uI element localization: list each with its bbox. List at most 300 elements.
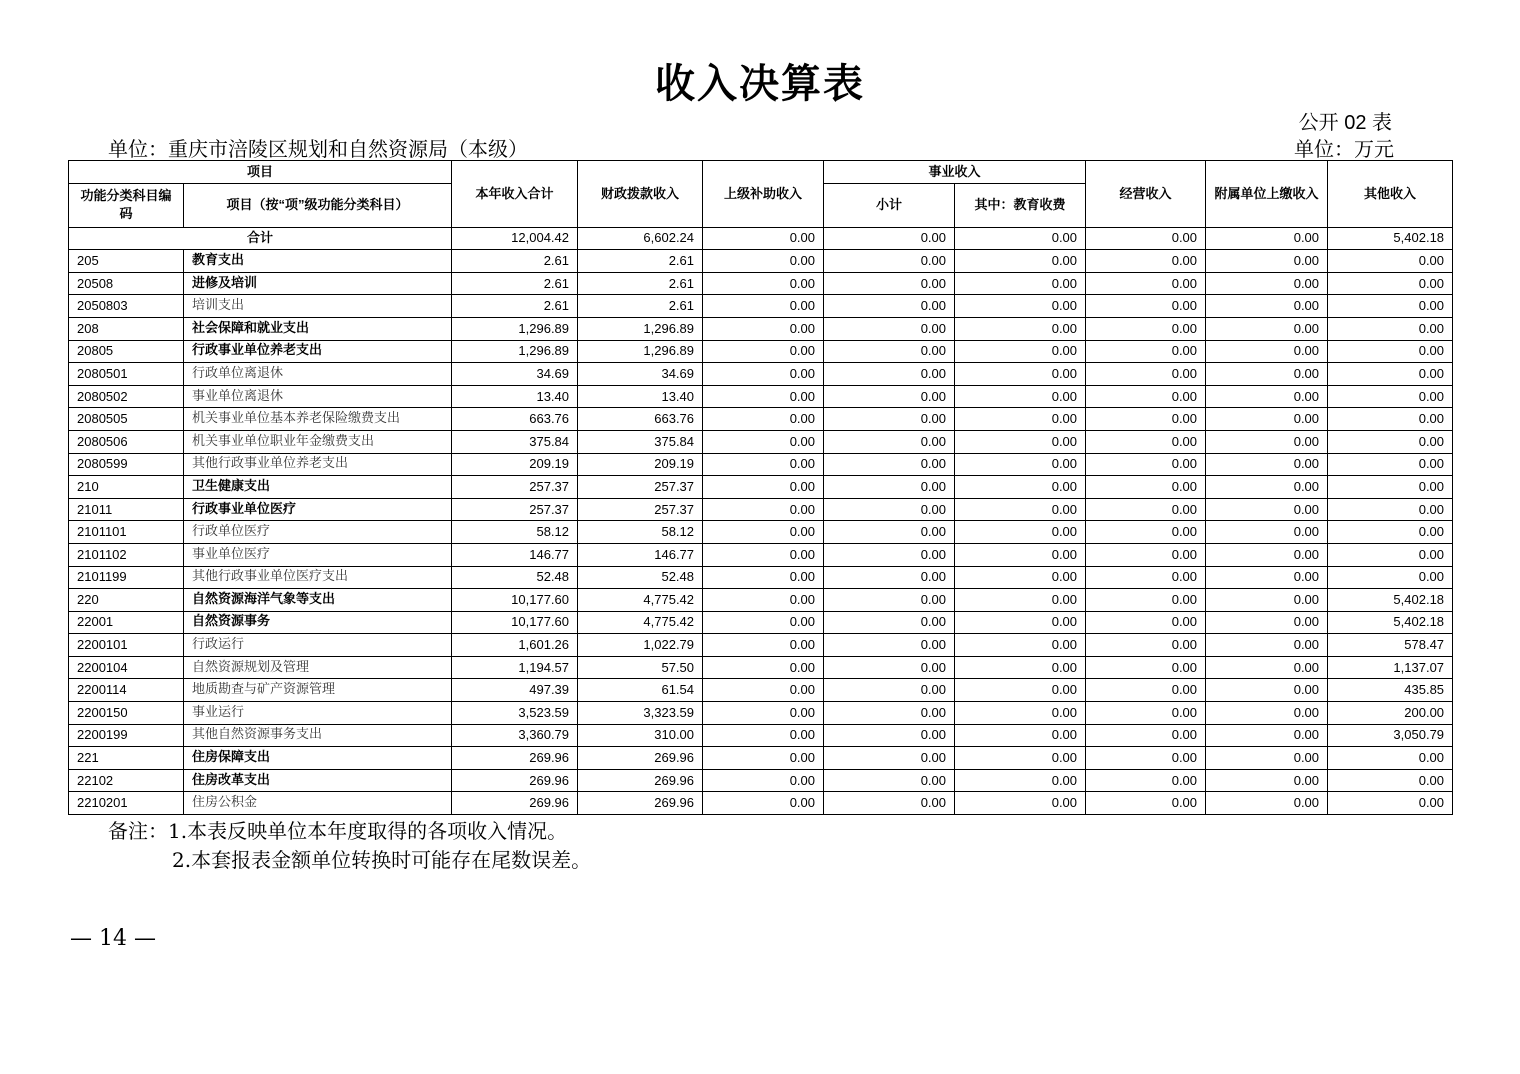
row-value: 269.96 (578, 747, 703, 770)
row-value: 0.00 (703, 498, 824, 521)
table-row (69, 453, 1453, 476)
row-value: 0.00 (955, 769, 1086, 792)
row-value: 0.00 (1206, 769, 1328, 792)
row-code: 2080506 (69, 430, 184, 453)
row-value: 0.00 (1206, 656, 1328, 679)
row-value: 0.00 (824, 589, 955, 612)
total-cell: 12,004.42 (452, 227, 578, 250)
row-value: 0.00 (955, 430, 1086, 453)
row-value: 0.00 (703, 453, 824, 476)
row-value: 0.00 (703, 272, 824, 295)
row-value: 1,601.26 (452, 634, 578, 657)
row-name: 住房保障支出 (184, 747, 452, 770)
row-value: 0.00 (955, 521, 1086, 544)
row-name: 行政事业单位医疗 (184, 498, 452, 521)
row-value: 375.84 (452, 430, 578, 453)
row-code: 208 (69, 317, 184, 340)
table-row (69, 792, 1453, 815)
row-value: 146.77 (578, 543, 703, 566)
row-value: 0.00 (1328, 272, 1453, 295)
row-value: 0.00 (1206, 724, 1328, 747)
row-value: 52.48 (578, 566, 703, 589)
row-value: 0.00 (1086, 634, 1206, 657)
row-value: 0.00 (1086, 702, 1206, 725)
row-value: 0.00 (824, 453, 955, 476)
header-code: 功能分类科目编码 (69, 183, 184, 227)
row-value: 0.00 (1086, 363, 1206, 386)
row-name: 培训支出 (184, 295, 452, 318)
row-value: 0.00 (1086, 476, 1206, 499)
row-name: 住房改革支出 (184, 769, 452, 792)
row-value: 0.00 (1086, 566, 1206, 589)
row-value: 0.00 (1328, 543, 1453, 566)
row-value: 0.00 (824, 702, 955, 725)
row-value: 0.00 (955, 656, 1086, 679)
total-cell: 0.00 (703, 227, 824, 250)
row-value: 0.00 (703, 702, 824, 725)
total-label: 合计 (69, 227, 452, 250)
row-value: 0.00 (703, 792, 824, 815)
row-value: 0.00 (824, 385, 955, 408)
row-value: 0.00 (1328, 498, 1453, 521)
table-row (69, 611, 1453, 634)
row-value: 0.00 (1328, 340, 1453, 363)
row-value: 0.00 (703, 634, 824, 657)
row-value: 269.96 (452, 769, 578, 792)
row-value: 0.00 (824, 272, 955, 295)
row-value: 57.50 (578, 656, 703, 679)
row-value: 0.00 (1328, 250, 1453, 273)
row-value: 0.00 (1328, 430, 1453, 453)
row-code: 2200150 (69, 702, 184, 725)
row-value: 52.48 (452, 566, 578, 589)
row-name: 自然资源海洋气象等支出 (184, 589, 452, 612)
row-value: 0.00 (703, 340, 824, 363)
row-value: 3,523.59 (452, 702, 578, 725)
row-value: 0.00 (1328, 747, 1453, 770)
row-value: 257.37 (452, 476, 578, 499)
row-value: 0.00 (1328, 453, 1453, 476)
row-value: 269.96 (452, 792, 578, 815)
form-number: 公开 02 表 (1298, 112, 1392, 134)
row-value: 0.00 (1086, 792, 1206, 815)
header-subtotal: 小计 (824, 183, 955, 227)
row-value: 0.00 (1328, 317, 1453, 340)
row-value: 0.00 (703, 566, 824, 589)
table-row (69, 272, 1453, 295)
row-value: 0.00 (1086, 317, 1206, 340)
total-cell: 0.00 (1206, 227, 1328, 250)
row-value: 4,775.42 (578, 611, 703, 634)
notes (108, 817, 591, 875)
row-value: 0.00 (703, 543, 824, 566)
row-value: 269.96 (578, 792, 703, 815)
row-value: 0.00 (955, 611, 1086, 634)
row-value: 0.00 (703, 611, 824, 634)
header-education: 其中：教育收费 (955, 183, 1086, 227)
row-value: 257.37 (578, 476, 703, 499)
row-value: 209.19 (452, 453, 578, 476)
row-value: 0.00 (955, 747, 1086, 770)
row-code: 220 (69, 589, 184, 612)
row-value: 0.00 (1206, 408, 1328, 431)
row-value: 0.00 (703, 250, 824, 273)
row-value: 0.00 (703, 679, 824, 702)
row-value: 257.37 (452, 498, 578, 521)
row-value: 0.00 (1206, 498, 1328, 521)
row-value: 0.00 (824, 521, 955, 544)
row-name: 其他自然资源事务支出 (184, 724, 452, 747)
row-value: 0.00 (1206, 702, 1328, 725)
total-cell: 6,602.24 (578, 227, 703, 250)
row-value: 0.00 (1086, 611, 1206, 634)
row-value: 0.00 (1086, 679, 1206, 702)
row-value: 0.00 (1206, 385, 1328, 408)
table-row (69, 250, 1453, 273)
row-value: 0.00 (824, 543, 955, 566)
row-value: 0.00 (955, 340, 1086, 363)
row-value: 0.00 (1206, 272, 1328, 295)
row-name: 事业运行 (184, 702, 452, 725)
row-value: 0.00 (955, 679, 1086, 702)
row-code: 2080502 (69, 385, 184, 408)
row-name: 卫生健康支出 (184, 476, 452, 499)
row-value: 0.00 (1086, 272, 1206, 295)
row-name: 自然资源事务 (184, 611, 452, 634)
row-value: 146.77 (452, 543, 578, 566)
row-value: 0.00 (1086, 543, 1206, 566)
row-value: 0.00 (1328, 295, 1453, 318)
row-value: 0.00 (1328, 363, 1453, 386)
row-name: 进修及培训 (184, 272, 452, 295)
row-value: 0.00 (1206, 634, 1328, 657)
row-name: 事业单位医疗 (184, 543, 452, 566)
row-value: 257.37 (578, 498, 703, 521)
row-value: 0.00 (703, 521, 824, 544)
row-value: 0.00 (824, 408, 955, 431)
page-number: — 14 — (70, 926, 156, 951)
table-row (69, 408, 1453, 431)
currency-unit: 单位：万元 (1294, 137, 1394, 161)
row-value: 0.00 (955, 724, 1086, 747)
header-business: 事业收入 (824, 161, 1086, 184)
row-name: 机关事业单位基本养老保险缴费支出 (184, 408, 452, 431)
header-fiscal: 财政拨款收入 (578, 161, 703, 228)
row-name: 住房公积金 (184, 792, 452, 815)
table-row (69, 702, 1453, 725)
row-value: 0.00 (955, 317, 1086, 340)
note-line: 备注：1.本表反映单位本年度取得的各项收入情况。 (108, 819, 568, 843)
row-value: 0.00 (955, 385, 1086, 408)
row-value: 0.00 (955, 589, 1086, 612)
row-value: 0.00 (1206, 430, 1328, 453)
row-value: 0.00 (824, 679, 955, 702)
total-cell: 0.00 (955, 227, 1086, 250)
table-row (69, 430, 1453, 453)
row-value: 0.00 (1328, 521, 1453, 544)
table-row (69, 385, 1453, 408)
row-value: 0.00 (955, 543, 1086, 566)
row-code: 22102 (69, 769, 184, 792)
row-code: 205 (69, 250, 184, 273)
row-value: 0.00 (955, 498, 1086, 521)
row-value: 0.00 (824, 792, 955, 815)
row-name: 其他行政事业单位养老支出 (184, 453, 452, 476)
row-value: 0.00 (824, 295, 955, 318)
row-value: 13.40 (578, 385, 703, 408)
row-value: 0.00 (1328, 769, 1453, 792)
row-value: 0.00 (703, 476, 824, 499)
row-name: 教育支出 (184, 250, 452, 273)
row-name: 行政单位医疗 (184, 521, 452, 544)
row-value: 58.12 (452, 521, 578, 544)
row-code: 2080505 (69, 408, 184, 431)
row-value: 0.00 (1206, 679, 1328, 702)
row-value: 663.76 (578, 408, 703, 431)
row-value: 61.54 (578, 679, 703, 702)
note-line: 2.本套报表金额单位转换时可能存在尾数误差。 (172, 848, 592, 872)
row-name: 其他行政事业单位医疗支出 (184, 566, 452, 589)
table-row (69, 340, 1453, 363)
row-code: 22001 (69, 611, 184, 634)
report-title: 收入决算表 (655, 60, 865, 107)
row-value: 2.61 (578, 250, 703, 273)
row-code: 210 (69, 476, 184, 499)
row-value: 0.00 (703, 363, 824, 386)
income-table (68, 160, 1453, 815)
row-value: 0.00 (1086, 295, 1206, 318)
row-value: 0.00 (1086, 340, 1206, 363)
row-value: 578.47 (1328, 634, 1453, 657)
row-value: 0.00 (1328, 566, 1453, 589)
table-row (69, 295, 1453, 318)
header-item: 项目 (69, 161, 452, 184)
total-cell: 5,402.18 (1328, 227, 1453, 250)
row-code: 221 (69, 747, 184, 770)
row-code: 21011 (69, 498, 184, 521)
row-value: 1,137.07 (1328, 656, 1453, 679)
row-value: 10,177.60 (452, 589, 578, 612)
row-code: 2200114 (69, 679, 184, 702)
row-value: 1,296.89 (578, 340, 703, 363)
row-value: 0.00 (824, 747, 955, 770)
table-row (69, 724, 1453, 747)
row-value: 269.96 (452, 747, 578, 770)
row-code: 2200101 (69, 634, 184, 657)
row-value: 0.00 (824, 611, 955, 634)
row-value: 13.40 (452, 385, 578, 408)
row-value: 209.19 (578, 453, 703, 476)
row-value: 2.61 (578, 295, 703, 318)
row-value: 0.00 (955, 476, 1086, 499)
total-row (69, 227, 1453, 250)
row-value: 0.00 (824, 340, 955, 363)
row-value: 0.00 (1086, 430, 1206, 453)
row-value: 0.00 (703, 385, 824, 408)
table-row (69, 634, 1453, 657)
row-code: 2101101 (69, 521, 184, 544)
row-value: 0.00 (824, 498, 955, 521)
header-operating: 经营收入 (1086, 161, 1206, 228)
row-value: 5,402.18 (1328, 611, 1453, 634)
row-code: 2200104 (69, 656, 184, 679)
row-value: 0.00 (955, 566, 1086, 589)
row-value: 0.00 (703, 430, 824, 453)
row-value: 58.12 (578, 521, 703, 544)
row-value: 0.00 (824, 430, 955, 453)
row-value: 0.00 (703, 724, 824, 747)
row-value: 0.00 (1328, 385, 1453, 408)
row-value: 1,296.89 (452, 340, 578, 363)
row-value: 1,194.57 (452, 656, 578, 679)
row-value: 0.00 (955, 363, 1086, 386)
row-value: 0.00 (1206, 250, 1328, 273)
row-value: 375.84 (578, 430, 703, 453)
row-value: 0.00 (1086, 498, 1206, 521)
row-value: 0.00 (1086, 656, 1206, 679)
row-value: 0.00 (1206, 340, 1328, 363)
row-value: 34.69 (452, 363, 578, 386)
row-value: 0.00 (1086, 589, 1206, 612)
row-value: 0.00 (955, 702, 1086, 725)
row-value: 0.00 (824, 656, 955, 679)
row-value: 5,402.18 (1328, 589, 1453, 612)
row-value: 200.00 (1328, 702, 1453, 725)
header-affiliated: 附属单位上缴收入 (1206, 161, 1328, 228)
row-code: 20805 (69, 340, 184, 363)
row-value: 0.00 (703, 317, 824, 340)
row-value: 0.00 (703, 747, 824, 770)
row-value: 3,050.79 (1328, 724, 1453, 747)
row-code: 2101102 (69, 543, 184, 566)
row-value: 0.00 (1206, 566, 1328, 589)
row-value: 0.00 (1086, 385, 1206, 408)
row-value: 0.00 (1206, 792, 1328, 815)
row-value: 0.00 (1086, 747, 1206, 770)
row-value: 0.00 (955, 408, 1086, 431)
row-value: 0.00 (703, 656, 824, 679)
row-code: 20508 (69, 272, 184, 295)
row-value: 0.00 (703, 295, 824, 318)
table-row (69, 498, 1453, 521)
row-value: 1,296.89 (578, 317, 703, 340)
total-cell: 0.00 (1086, 227, 1206, 250)
row-value: 2.61 (452, 272, 578, 295)
row-value: 0.00 (1206, 543, 1328, 566)
row-code: 2210201 (69, 792, 184, 815)
table-row (69, 317, 1453, 340)
row-value: 497.39 (452, 679, 578, 702)
row-value: 0.00 (1206, 317, 1328, 340)
row-value: 0.00 (1328, 476, 1453, 499)
table-row (69, 521, 1453, 544)
row-value: 4,775.42 (578, 589, 703, 612)
row-value: 0.00 (824, 769, 955, 792)
row-value: 0.00 (955, 792, 1086, 815)
header-name: 项目（按“项”级功能分类科目） (184, 183, 452, 227)
row-value: 0.00 (1206, 611, 1328, 634)
row-value: 0.00 (1206, 476, 1328, 499)
row-value: 0.00 (1086, 408, 1206, 431)
total-cell: 0.00 (824, 227, 955, 250)
table-row (69, 656, 1453, 679)
row-code: 2200199 (69, 724, 184, 747)
table-row (69, 679, 1453, 702)
row-name: 机关事业单位职业年金缴费支出 (184, 430, 452, 453)
row-value: 269.96 (578, 769, 703, 792)
row-value: 0.00 (1206, 747, 1328, 770)
row-value: 0.00 (1086, 250, 1206, 273)
row-code: 2050803 (69, 295, 184, 318)
row-value: 3,360.79 (452, 724, 578, 747)
row-value: 0.00 (955, 250, 1086, 273)
row-value: 0.00 (824, 566, 955, 589)
row-value: 0.00 (1206, 363, 1328, 386)
row-value: 3,323.59 (578, 702, 703, 725)
table-row (69, 363, 1453, 386)
row-value: 0.00 (1206, 453, 1328, 476)
row-value: 0.00 (1206, 295, 1328, 318)
row-value: 0.00 (824, 317, 955, 340)
header-other: 其他收入 (1328, 161, 1453, 228)
row-value: 0.00 (955, 272, 1086, 295)
header-total-income: 本年收入合计 (452, 161, 578, 228)
row-value: 0.00 (955, 634, 1086, 657)
table-row (69, 747, 1453, 770)
row-value: 0.00 (703, 769, 824, 792)
row-code: 2080599 (69, 453, 184, 476)
reporting-unit: 单位：重庆市涪陵区规划和自然资源局（本级） (108, 137, 528, 161)
table-row (69, 476, 1453, 499)
row-name: 事业单位离退休 (184, 385, 452, 408)
row-value: 0.00 (824, 724, 955, 747)
row-value: 310.00 (578, 724, 703, 747)
row-value: 0.00 (1328, 408, 1453, 431)
row-value: 0.00 (703, 408, 824, 431)
row-value: 0.00 (1086, 453, 1206, 476)
row-value: 0.00 (1086, 769, 1206, 792)
row-value: 0.00 (1328, 792, 1453, 815)
row-value: 0.00 (1206, 521, 1328, 544)
row-value: 2.61 (452, 295, 578, 318)
row-value: 1,022.79 (578, 634, 703, 657)
row-name: 自然资源规划及管理 (184, 656, 452, 679)
row-value: 0.00 (1086, 724, 1206, 747)
row-name: 社会保障和就业支出 (184, 317, 452, 340)
row-value: 0.00 (824, 250, 955, 273)
row-value: 435.85 (1328, 679, 1453, 702)
row-value: 34.69 (578, 363, 703, 386)
row-code: 2101199 (69, 566, 184, 589)
row-value: 0.00 (1086, 521, 1206, 544)
row-value: 0.00 (703, 589, 824, 612)
table-row (69, 769, 1453, 792)
row-code: 2080501 (69, 363, 184, 386)
table-row (69, 543, 1453, 566)
row-value: 0.00 (824, 476, 955, 499)
row-value: 0.00 (955, 453, 1086, 476)
row-name: 行政运行 (184, 634, 452, 657)
row-value: 0.00 (824, 634, 955, 657)
row-value: 0.00 (955, 295, 1086, 318)
row-name: 行政事业单位养老支出 (184, 340, 452, 363)
row-value: 663.76 (452, 408, 578, 431)
table-row (69, 566, 1453, 589)
row-name: 行政单位离退休 (184, 363, 452, 386)
row-name: 地质勘查与矿产资源管理 (184, 679, 452, 702)
row-value: 0.00 (824, 363, 955, 386)
row-value: 1,296.89 (452, 317, 578, 340)
